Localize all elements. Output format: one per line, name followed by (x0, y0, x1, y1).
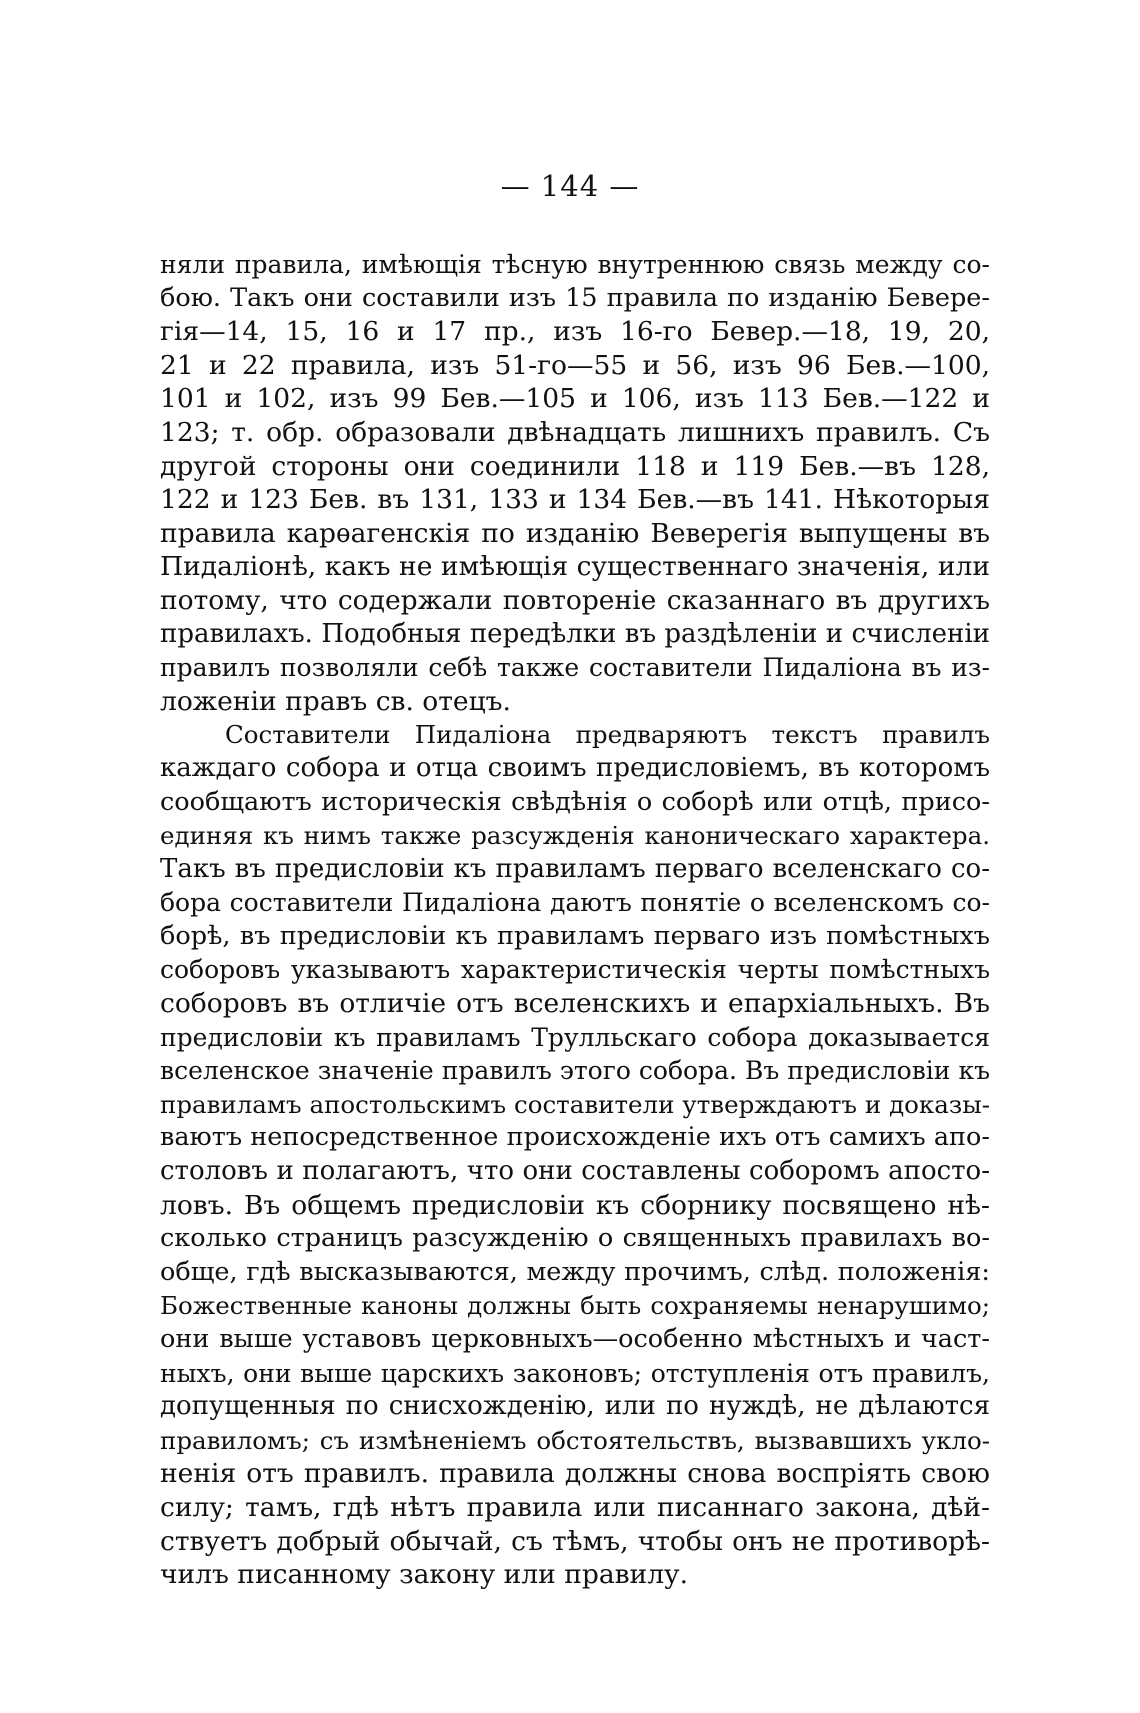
text-line: обще, гдѣ высказываются, между прочимъ, слѣд. положенія: (160, 1256, 990, 1287)
text-line: 101 и 102, изъ 99 Бев.—105 и 106, изъ 113 Бев.—122 и (160, 383, 990, 415)
text-line: бора составители Пидаліона даютъ понятіе о вселенскомъ со- (160, 888, 990, 918)
text-line: другой стороны они соединили 118 и 119 Бев.—въ 128, (160, 450, 990, 482)
text-line: ствуетъ добрый обычай, съ тѣмъ, чтобы онъ не противорѣ- (160, 1525, 990, 1557)
text-line: Божественные каноны должны быть сохраняемы ненарушимо; (160, 1291, 990, 1321)
text-line: Такъ въ предисловіи къ правиламъ перваго вселенскаго со- (160, 853, 990, 884)
text-line: соборовъ указываютъ характеристическія черты помѣстныхъ (160, 955, 990, 985)
text-line: правиламъ апостольскимъ составители утверждаютъ и доказы- (160, 1089, 990, 1119)
text-line: ваютъ непосредственное происхожденіе ихъ отъ самихъ апо- (160, 1122, 990, 1153)
paragraph-first-line: Составители Пидаліона предваряютъ текстъ правилъ (225, 720, 990, 750)
text-line: правилъ позволяли себѣ также составители Пидаліона въ из- (160, 653, 990, 683)
text-line: предисловіи къ правиламъ Трулльскаго собора доказывается (160, 1022, 990, 1052)
text-line: сколько страницъ разсужденію о священныхъ правилахъ во- (160, 1223, 990, 1254)
text-line: правиломъ; съ измѣненіемъ обстоятельствъ, вызвавшихъ укло- (160, 1425, 990, 1455)
text-line: гія—14, 15, 16 и 17 пр., изъ 16-го Бевер.—18, 19, 20, (160, 316, 990, 348)
text-line: столовъ и полагаютъ, что они составлены соборомъ апосто- (160, 1156, 990, 1187)
page-number: — 144 — (500, 169, 640, 203)
text-line: потому, что содержали повтореніе сказаннаго въ другихъ (160, 584, 990, 616)
text-line: единяя къ нимъ также разсужденія каноническаго характера. (160, 821, 990, 851)
text-line: правила карѳагенскія по изданію Веверегія выпущены въ (160, 517, 990, 549)
text-line: каждаго собора и отца своимъ предисловіемъ, въ которомъ (160, 752, 990, 783)
text-line: допущенныя по снисхожденію, или по нуждѣ, не дѣлаются (160, 1391, 990, 1422)
text-line: Пидаліонѣ, какъ не имѣющія существеннаго значенія, или (160, 551, 990, 583)
text-line: ныхъ, они выше царскихъ законовъ; отступленія отъ правилъ, (160, 1358, 990, 1388)
text-line: 123; т. обр. образовали двѣнадцать лишнихъ правилъ. Съ (160, 416, 990, 448)
body-text (160, 248, 990, 1592)
text-line: 122 и 123 Бев. въ 131, 133 и 134 Бев.—въ 141. Нѣкоторыя (160, 484, 990, 516)
text-line: бою. Такъ они составили изъ 15 правила по изданію Бевере- (160, 282, 990, 313)
text-line: чилъ писанному закону или правилу. (160, 1559, 689, 1591)
text-line: ненія отъ правилъ. правила должны снова воспріять свою (160, 1458, 990, 1490)
text-line: сообщаютъ историческія свѣдѣнія о соборѣ или отцѣ, присо- (160, 786, 990, 817)
text-line: они выше уставовъ церковныхъ—особенно мѣстныхъ и част- (160, 1324, 990, 1354)
text-line: ложеніи правъ св. отецъ. (160, 685, 511, 717)
text-line: соборовъ въ отличіе отъ вселенскихъ и епархіальныхъ. Въ (160, 988, 990, 1020)
text-line: няли правила, имѣющія тѣсную внутреннюю связь между со- (160, 250, 990, 279)
text-line: ловъ. Въ общемъ предисловіи къ сборнику посвящено нѣ- (160, 1189, 990, 1221)
text-line: правилахъ. Подобныя передѣлки въ раздѣленіи и счисленіи (160, 618, 990, 649)
text-line: вселенское значеніе правилъ этого собора. Въ предисловіи къ (160, 1056, 990, 1086)
text-line: 21 и 22 правила, изъ 51-го—55 и 56, изъ 96 Бев.—100, (160, 349, 990, 381)
text-line: силу; тамъ, гдѣ нѣтъ правила или писаннаго закона, дѣй- (160, 1491, 990, 1523)
text-line: борѣ, въ предисловіи къ правиламъ перваго изъ помѣстныхъ (160, 920, 990, 951)
